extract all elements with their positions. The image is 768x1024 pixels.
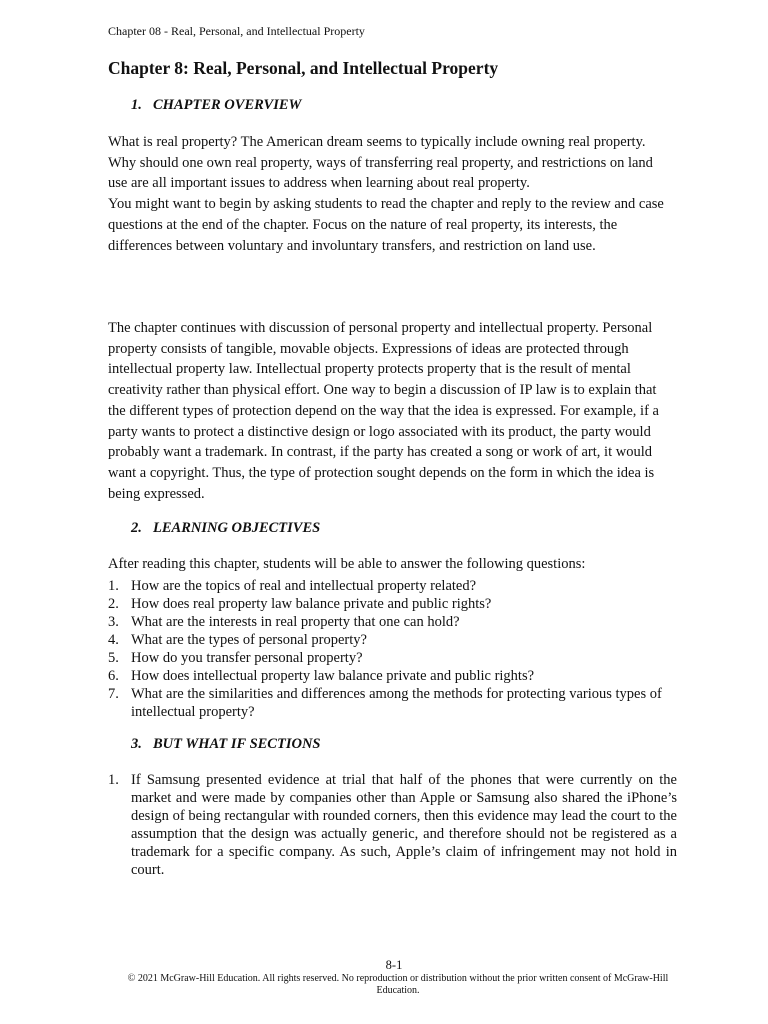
list-item-text: How does intellectual property law balance private and public rights? bbox=[131, 668, 535, 684]
list-item bbox=[108, 771, 677, 879]
list-item bbox=[108, 577, 677, 595]
list-item-text: What are the similarities and differences among the methods for protecting various types of intellectual property? bbox=[131, 686, 662, 720]
section-heading-but-what-if bbox=[131, 736, 320, 753]
list-item-number: 1. bbox=[108, 578, 119, 594]
page-number: 8-1 bbox=[385, 958, 403, 972]
section-number: 2. bbox=[131, 520, 142, 536]
but-what-if-list bbox=[108, 771, 677, 879]
list-item-number: 4. bbox=[108, 632, 119, 648]
section-heading-text: BUT WHAT IF SECTIONS bbox=[153, 736, 321, 752]
list-item-text: How does real property law balance private and public rights? bbox=[131, 596, 492, 612]
list-item bbox=[108, 667, 677, 685]
section-heading-overview bbox=[131, 97, 301, 114]
list-item-text: How are the topics of real and intellectual property related? bbox=[131, 578, 477, 594]
list-item-text: If Samsung presented evidence at trial that half of the phones that were currently on the market and were made by companies other than Apple or Samsung also shared the iPhone’s design of being rectangular with rounded corners, then this evidence may lead the court to the assumption that the design was actually generic, and therefore should not be registered as a trademark for a specific company. As such, Apple’s claim of infringement may not hold in court. bbox=[131, 772, 677, 878]
list-item-number: 1. bbox=[108, 772, 119, 788]
list-item-text: What are the interests in real property that one can hold? bbox=[131, 614, 460, 630]
overview-paragraph-3: The chapter continues with discussion of personal property and intellectual property. Personal property consists of tangible, movable objects. Expressions of ideas are protected through intellectual property law. Intellectual property protects property that is the result of mental creativity rather than physical effort. One way to begin a discussion of IP law is to explain that the different types of protection depend on the way that the idea is expressed. For example, if a party wants to protect a distinctive design or logo associated with its product, the party would probably want a trademark. In contrast, if the party has created a song or work of art, it would want a copyright. Thus, the type of protection sought depends on the form in which the idea is being expressed. bbox=[108, 320, 659, 502]
running-header: Chapter 08 - Real, Personal, and Intellectual Property bbox=[108, 24, 365, 38]
overview-block-2 bbox=[108, 318, 668, 504]
overview-paragraph-2: You might want to begin by asking students to read the chapter and reply to the review and case questions at the end of the chapter. Focus on the nature of real property, its interests, the differences between voluntary and involuntary transfers, and restriction on land use. bbox=[108, 196, 664, 254]
list-item-text: What are the types of personal property? bbox=[131, 632, 367, 648]
chapter-title: Chapter 8: Real, Personal, and Intellectual Property bbox=[108, 58, 499, 78]
list-item bbox=[108, 649, 677, 667]
list-item-number: 6. bbox=[108, 668, 119, 684]
copyright-notice: © 2021 McGraw-Hill Education. All rights reserved. No reproduction or distribution without the prior written consent of McGraw-Hill Education. bbox=[127, 973, 669, 996]
list-item bbox=[108, 631, 677, 649]
list-item bbox=[108, 613, 677, 631]
overview-block bbox=[108, 132, 668, 256]
list-item bbox=[108, 685, 677, 721]
section-heading-text: CHAPTER OVERVIEW bbox=[153, 97, 302, 113]
section-number: 3. bbox=[131, 736, 142, 752]
overview-paragraph-1: What is real property? The American dream seems to typically include owning real property. Why should one own real property, ways of transferring real property, and restrictions on land use are all important issues to address when learning about real property. bbox=[108, 134, 653, 192]
section-heading-text: LEARNING OBJECTIVES bbox=[153, 520, 321, 536]
objectives-list bbox=[108, 577, 677, 721]
list-item-number: 3. bbox=[108, 614, 119, 630]
section-heading-objectives bbox=[131, 520, 320, 537]
objectives-intro: After reading this chapter, students will be able to answer the following questions: bbox=[108, 556, 586, 572]
list-item bbox=[108, 595, 677, 613]
list-item-number: 5. bbox=[108, 650, 119, 666]
list-item-number: 2. bbox=[108, 596, 119, 612]
list-item-number: 7. bbox=[108, 686, 119, 702]
section-number: 1. bbox=[131, 97, 142, 113]
list-item-text: How do you transfer personal property? bbox=[131, 650, 363, 666]
